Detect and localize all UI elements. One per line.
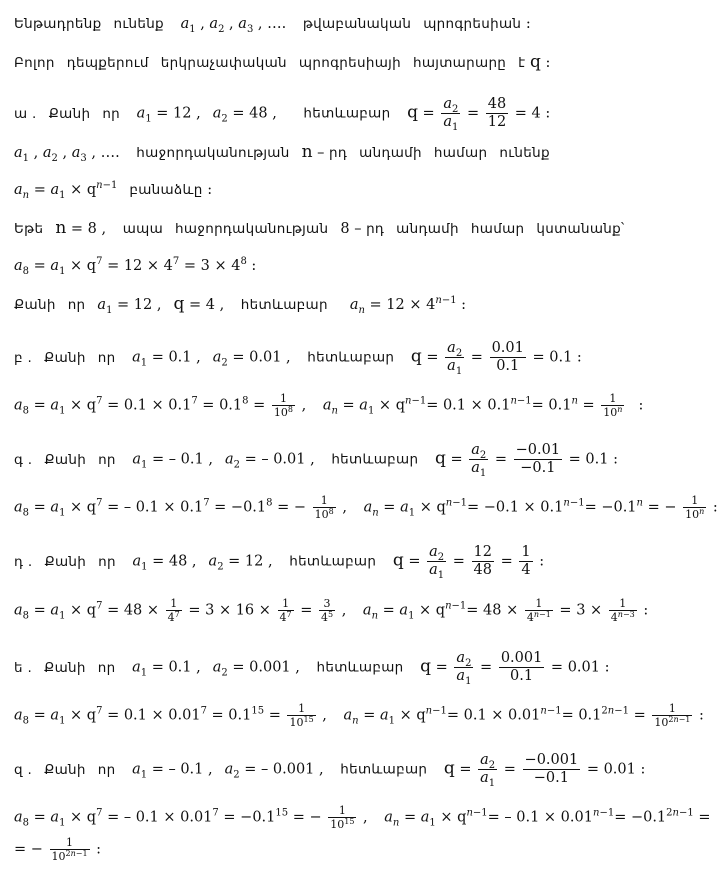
case-z-given: զ . Քանի որ $a_1$ = – 0.1 , $a_2$ = – 0.001 , հետևաբար q = $\frac{a_2}{a_1}$ = $\frac{-0.001}{-0.1}$ = 0.01 : <box>14 752 646 789</box>
case-g-result: $a_8 = a_1 \times q^7$ = – $0.1 \times 0.1^7 = -0.1^8$ = − $\frac{1}{10^8}$ , $a_n = a_1 \times q^{n-1}= -0.1 \times 0.1^{n-1}= -0.1^n$ = − $\frac{1}{10^n}$ : <box>14 494 718 521</box>
case-a-nth-intro: $a_1$ , $a_2$ , $a_3$ , …. հաջորդականության n – րդ անդամի համար ունենք <box>14 142 550 164</box>
case-d-result: $a_8 = a_1 \times q^7 = 48$ × $\frac{1}{4^7}$ = 3 × 16 × $\frac{1}{4^7}$ = $\frac{3}{4^5}$ , $a_n = a_1 \times q^{n-1}= 48$ × $\frac{1}{4^{n-1}}$ = 3 × $\frac{1}{4^{n-3}}$ : <box>14 597 649 624</box>
case-a-an: Քանի որ $a_1 = 12$ , q = 4 , հետևաբար $a_n = 12 \times 4^{n-1}$ : <box>14 294 467 316</box>
case-z-result-cont: = − $\frac{1}{10^{2n-1}}$ : <box>14 836 102 863</box>
intro-line: Ենթադրենք ունենք $a_1$ , $a_2$ , $a_3$ , …. թվաբանական պրոգրեսիան : <box>14 16 531 35</box>
case-a-if-n8: Եթե n = 8 , ապա հաջորդականության 8 – րդ անդամի համար կստանանք՝ <box>14 218 625 238</box>
case-a-given: ա . Քանի որ $a_1 = 12$ , $a_2 = 48$ , հետևաբար q = $\frac{a_2}{a_1}$ = $\frac{48}{12}$ = 4 : <box>14 96 551 133</box>
case-b-result: $a_8 = a_1 \times q^7 = 0.1 \times 0.1^7 = 0.1^8$ = $\frac{1}{10^8}$ , $a_n = a_1 \times q^{n-1}= 0.1 \times 0.1^{n-1}= 0.1^n$ = $\frac{1}{10^n}$ : <box>14 392 644 419</box>
case-z-result: $a_8 = a_1 \times q^7$ = – $0.1 \times 0.01^7 = -0.1^{15}$ = − $\frac{1}{10^{15}}$ , $a_n = a_1 \times q^{n-1}= - 0.1 \times 0.01^{n-1}= -0.1^{2n-1}$ = <box>14 804 711 831</box>
case-a-formula: $a_n = a_1 \times q^{n-1}$ բանաձևը : <box>14 180 213 201</box>
case-b-given: բ . Քանի որ $a_1 = 0.1$ , $a_2 = 0.01$ , հետևաբար q = $\frac{a_2}{a_1}$ = $\frac{0.01}{0.1}$ = 0.1 : <box>14 340 582 377</box>
case-e-result: $a_8 = a_1 \times q^7 = 0.1 \times 0.01^7 = 0.1^{15}$ = $\frac{1}{10^{15}}$ , $a_n = a_1 \times q^{n-1}= 0.1 \times 0.01^{n-1}= 0.1^{2n-1}$ = $\frac{1}{10^{2n-1}}$ : <box>14 702 704 729</box>
case-a-a8: $a_8 = a_1 \times q^7 = 12 \times 4^7 = 3 \times 4^8$ : <box>14 256 257 277</box>
case-e-given: ե . Քանի որ $a_1 = 0.1$ , $a_2 = 0.001$ , հետևաբար q = $\frac{a_2}{a_1}$ = $\frac{0.001}{0.1}$ = 0.01 : <box>14 650 610 687</box>
general-line: Բոլոր դեպքերում երկրաչափական պրոգրեսիայի հայտարարը է q : <box>14 52 551 72</box>
case-d-given: դ . Քանի որ $a_1 = 48$ , $a_2 = 12$ , հետևաբար q = $\frac{a_2}{a_1}$ = $\frac{12}{48}$ = $\frac{1}{4}$ : <box>14 544 545 581</box>
case-g-given: գ . Քանի որ $a_1$ = – 0.1 , $a_2$ = – 0.01 , հետևաբար q = $\frac{a_2}{a_1}$ = $\frac{-0.01}{-0.1}$ = 0.1 : <box>14 442 618 479</box>
